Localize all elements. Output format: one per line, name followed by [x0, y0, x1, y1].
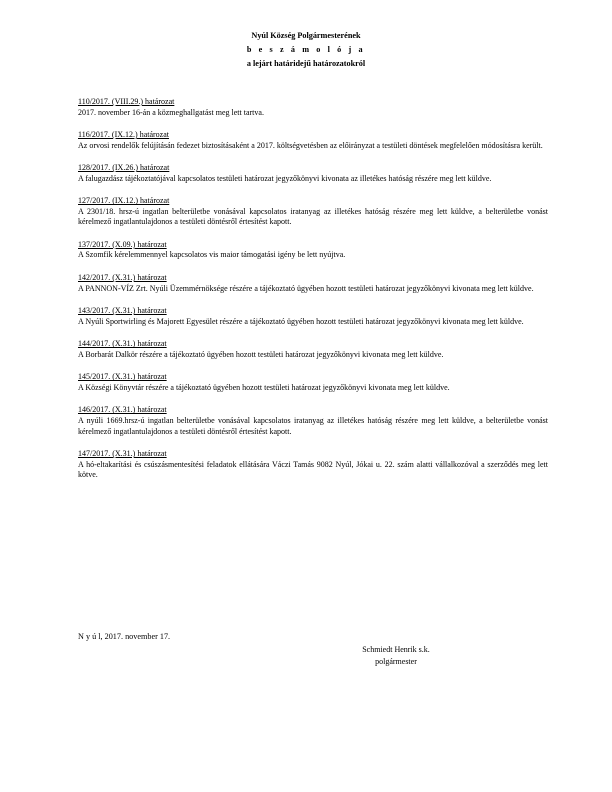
- resolution-item: [78, 97, 548, 118]
- resolution-text: 2017. november 16-án a közmeghallgatást meg lett tartva.: [78, 107, 264, 117]
- resolution-text: A hó-eltakarítási és csúszásmentesítési feladatok ellátására Váczi Tamás 9082 Nyúl, Jókai u. 22. szám alatti vállalkozóval a szerződés meg lett kötve.: [78, 459, 548, 480]
- resolution-title: 137/2017. (X.09.) határozat: [78, 239, 167, 249]
- resolution-list: [78, 97, 548, 493]
- resolution-item: [78, 273, 548, 294]
- header-title: Nyúl Község Polgármesterének: [251, 31, 361, 40]
- resolution-text: A PANNON-VÍZ Zrt. Nyúli Üzemmérnöksége részére a tájékoztató ügyében hozott testületi határozat jegyzőkönyvi kivonata meg lett küldve.: [78, 283, 534, 293]
- resolution-text: A Borbarát Dalkör részére a tájékoztató ügyében hozott testületi határozat jegyzőkönyvi kivonata meg lett küldve.: [78, 349, 444, 359]
- resolution-item: [78, 163, 548, 184]
- resolution-item: [78, 449, 548, 481]
- resolution-item: [78, 306, 548, 327]
- resolution-item: [78, 405, 548, 437]
- resolution-text: A nyúli 1669.hrsz-ú ingatlan belterületbe vonásával kapcsolatos iratanyag az illetékes hatóság részére meg lett küldve, a belterületbe vonást kérelmező ingatlantulajdonos a testületi döntésről értesítést kapott.: [78, 415, 548, 436]
- document-header: [0, 29, 612, 71]
- signatory-name: Schmiedt Henrik s.k.: [362, 645, 430, 654]
- resolution-item: [78, 196, 548, 228]
- signatory-role: polgármester: [375, 656, 417, 666]
- resolution-text: Az orvosi rendelők felújításán fedezet biztosításaként a 2017. költségvetésben az előirányzat a testületi döntések megfelelően módosításra került.: [78, 140, 543, 150]
- signature-block: [350, 644, 442, 667]
- resolution-title: 116/2017. (IX.12.) határozat: [78, 130, 170, 140]
- resolution-title: 143/2017. (X.31.) határozat: [78, 306, 167, 316]
- resolution-title: 145/2017. (X.31.) határozat: [78, 372, 167, 382]
- header-subtitle: b e s z á m o l ó j a: [246, 45, 366, 54]
- header-topic: a lejárt határidejű határozatokról: [246, 59, 366, 68]
- resolution-text: A Községi Könyvtár részére a tájékoztató ügyében hozott testületi határozat jegyzőkönyvi kivonata meg lett küldve.: [78, 382, 450, 392]
- resolution-title: 146/2017. (X.31.) határozat: [78, 405, 167, 415]
- resolution-text: A Nyúli Sportwirling és Majorett Egyesület részére a tájékoztató ügyében hozott testületi határozat jegyzőkönyvi kivonata meg lett küldve.: [78, 316, 524, 326]
- resolution-item: [78, 130, 548, 151]
- resolution-title: 144/2017. (X.31.) határozat: [78, 339, 167, 349]
- resolution-title: 142/2017. (X.31.) határozat: [78, 273, 167, 283]
- place-and-date: N y ú l, 2017. november 17.: [78, 632, 171, 641]
- resolution-title: 127/2017. (IX.12.) határozat: [78, 196, 170, 206]
- resolution-item: [78, 240, 548, 261]
- resolution-text: A Szomfik kérelemmennyel kapcsolatos vis maior támogatási igény be lett nyújtva.: [78, 250, 346, 260]
- resolution-item: [78, 372, 548, 393]
- resolution-text: A falugazdász tájékoztatójával kapcsolatos testületi határozat jegyzőkönyvi kivonata az illetékes hatóság részére meg lett küldve.: [78, 173, 492, 183]
- resolution-item: [78, 339, 548, 360]
- resolution-title: 128/2017. (IX.26.) határozat: [78, 163, 170, 173]
- resolution-title: 110/2017. (VIII.29.) határozat: [78, 97, 175, 106]
- resolution-text: A 2301/18. hrsz-ú ingatlan belterületbe vonásával kapcsolatos iratanyag az illetékes hatóság részére meg lett küldve, a belterületbe vonást kérelmező ingatlantulajdonos a testületi döntésről értesítést kapott.: [78, 206, 548, 227]
- resolution-title: 147/2017. (X.31.) határozat: [78, 449, 167, 459]
